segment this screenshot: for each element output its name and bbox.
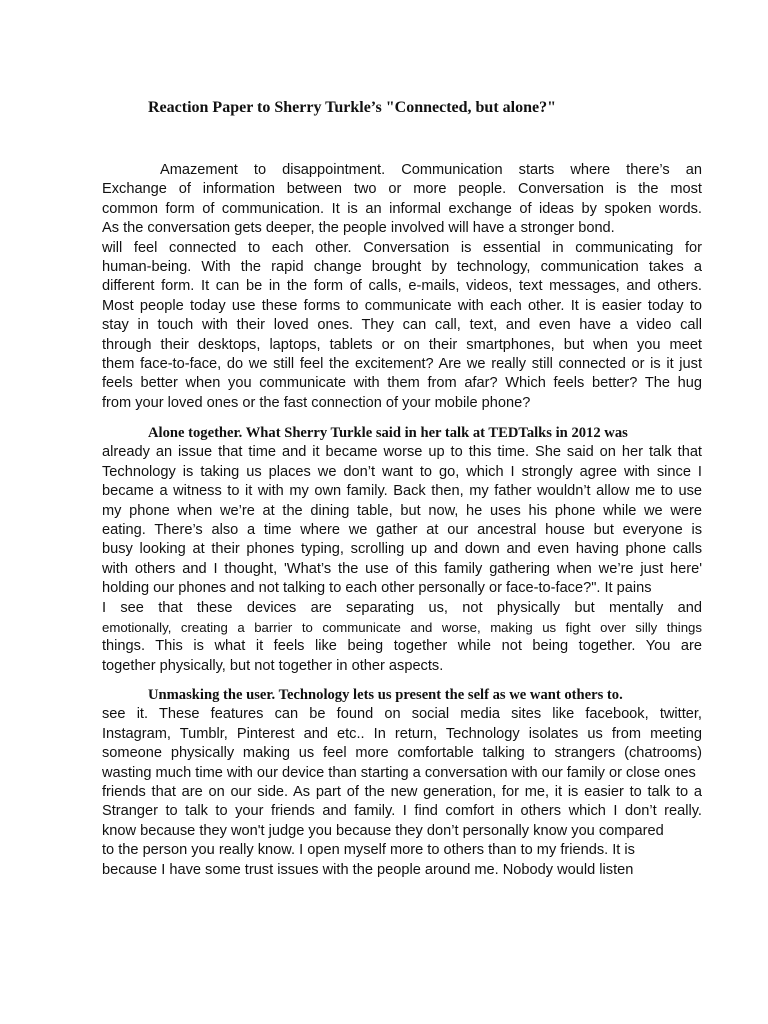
paragraph-line: see it. These features can be found on social media sites like facebook, twitter, (102, 706, 702, 723)
paragraph-line: will feel connected to each other. Conversation is essential in communicating for (102, 239, 702, 256)
paragraph-line: someone physically making us feel more comfortable talking to strangers (chatrooms) (102, 745, 702, 762)
paragraph-line: know because they won't judge you because they don’t personally know you compared (102, 822, 664, 839)
paragraph-line: busy looking at their phones typing, scrolling up and down and even having phone calls (102, 541, 702, 558)
paragraph-line: holding our phones and not talking to each other personally or face-to-face?". It pains (102, 580, 652, 597)
paragraph-line: Exchange of information between two or more people. Conversation is the most (102, 181, 702, 198)
paragraph-line: my phone when we’re at the dining table, but now, he uses his phone while we were (102, 502, 702, 519)
paragraph-line: things. This is what it feels like being together while not being together. You are (102, 638, 702, 655)
paragraph-amazement (102, 161, 702, 413)
paragraph-line: Technology is taking us places we don’t want to go, which I strongly agree with since I (102, 463, 702, 480)
paragraph-alone-together (102, 424, 702, 676)
paragraph-line: from your loved ones or the fast connection of your mobile phone? (102, 394, 531, 411)
paragraph-line: them face-to-face, do we still feel the excitement? Are we really still connected or is it just (102, 355, 702, 372)
paragraph-line: As the conversation gets deeper, the people involved will have a stronger bond. (102, 220, 615, 237)
paragraph-line: to the person you really know. I open myself more to others than to my friends. It is (102, 842, 635, 859)
paragraph-line: through their desktops, laptops, tablets or on their smartphones, but when you meet (102, 336, 702, 353)
paragraph-line: together physically, but not together in other aspects. (102, 657, 444, 674)
paragraph-line: Instagram, Tumblr, Pinterest and etc.. In return, Technology isolates us from meeting (102, 725, 702, 742)
paragraph-line: feels better when you communicate with them from afar? Which feels better? The hug (102, 375, 702, 392)
paragraph-line: common form of communication. It is an informal exchange of ideas by spoken words. (102, 200, 702, 217)
paragraph-line: already an issue that time and it became worse up to this time. She said on her talk that (102, 444, 702, 461)
paragraph-line: Stranger to talk to your friends and family. I find comfort in others which I don’t really. (102, 803, 702, 820)
paragraph-line: because I have some trust issues with the people around me. Nobody would listen (102, 861, 634, 878)
paragraph-line: different form. It can be in the form of calls, e-mails, videos, text messages, and others. (102, 278, 702, 295)
page-title: Reaction Paper to Sherry Turkle’s "Connected, but alone?" (148, 99, 556, 116)
paragraph-line: wasting much time with our device than starting a conversation with our family or close ones (102, 764, 696, 781)
paragraph-line: friends that are on our side. As part of the new generation, for me, it is easier to talk to a (102, 783, 702, 800)
paragraph-lead-line: Alone together. What Sherry Turkle said in her talk at TEDTalks in 2012 was (148, 425, 628, 441)
paragraph-line: Most people today use these forms to communicate with each other. It is easier today to (102, 297, 702, 314)
paragraph-line: became a witness to it with my own family. Back then, my father wouldn’t allow me to use (102, 483, 702, 500)
paragraph-line: Amazement to disappointment. Communication starts where there’s an (160, 162, 702, 178)
paragraph-lead-line: Unmasking the user. Technology lets us present the self as we want others to. (148, 687, 623, 703)
paragraph-unmasking (102, 686, 702, 880)
paragraph-line: I see that these devices are separating us, not physically but mentally and (102, 599, 702, 616)
paragraph-line: stay in touch with their loved ones. They can call, text, and even have a video call (102, 317, 702, 334)
paragraph-line: with others and I thought, 'What’s the use of this family gathering when we’re just here' (102, 560, 702, 577)
paragraph-line: emotionally, creating a barrier to communicate and worse, making us fight over silly things (102, 619, 702, 635)
paragraph-line: human-being. With the rapid change brought by technology, communication takes a (102, 258, 702, 275)
paragraph-line: eating. There’s also a time where we gather at our ancestral house but everyone is (102, 521, 702, 538)
